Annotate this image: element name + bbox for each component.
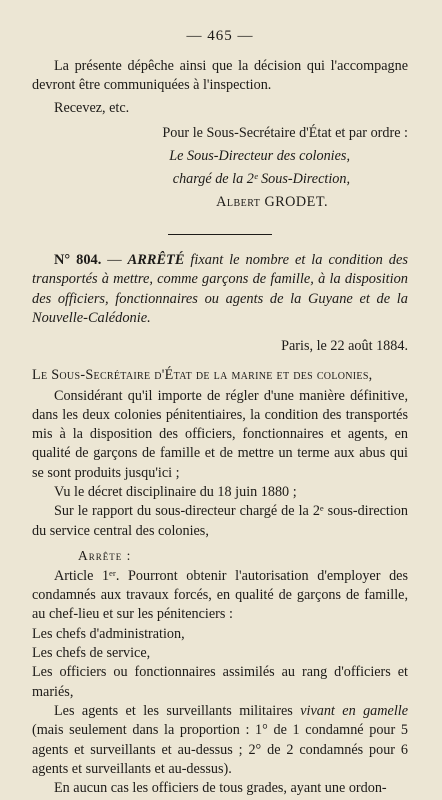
consideration-3: Sur le rapport du sous-directeur chargé de la 2ᵉ sous-direction du service central des colonies, (32, 503, 408, 539)
decree-dash: — (101, 251, 128, 268)
signature-line-3: chargé de la 2ᵉ Sous-Direction, (172, 170, 350, 187)
page-number: — 465 — (186, 28, 254, 44)
signature-name: Albert GRODET. (216, 193, 328, 210)
signature-line-1: Pour le Sous-Secrétaire d'État et par ordre : (162, 124, 408, 141)
minister-title: Le Sous-Secrétaire d'État de la marine et des colonies, (32, 366, 373, 383)
closing-formula: Recevez, etc. (54, 99, 130, 116)
intro-block (32, 57, 408, 118)
decree-heading (32, 251, 408, 329)
section-divider (168, 234, 272, 235)
agents-paragraph (32, 702, 408, 779)
agents-rest: (mais seulement dans la proportion : 1° de 1 condamné pour 5 agents et surveillants et au-dessus ; 2° de 2 condamnés pour 6 agents et surveillants et au-dessus). (32, 722, 408, 777)
arrete-label: Arrête : (78, 547, 132, 563)
beneficiary-item: Les chefs d'administration, (32, 625, 185, 642)
beneficiary-item: Les chefs de service, (32, 645, 151, 662)
beneficiary-item: Les officiers ou fonctionnaires assimilés au rang d'officiers et mariés, (32, 664, 408, 700)
last-line: En aucun cas les officiers de tous grades, ayant une ordon- (54, 780, 387, 797)
beneficiaries-list (32, 625, 408, 702)
decree-date: Paris, le 22 août 1884. (281, 337, 408, 354)
consideration-2: Vu le décret disciplinaire du 18 juin 1880 ; (54, 484, 297, 500)
signature-block (32, 122, 408, 214)
agents-emphasis: vivant en gamelle (300, 702, 408, 719)
decree-description: fixant le nombre et la condition des transportés à mettre, comme garçons de famille, à la disposition des officiers, fonctionnaires ou agents de la Guyane et de la Nouvelle-Calédonie. (32, 251, 408, 327)
article-1: Article 1ᵉʳ. Pourront obtenir l'autorisation d'employer des condamnés aux travaux forcés, en qualité de garçons de famille, au chef-lieu et sur les pénitenciers : (32, 567, 408, 623)
decree-number: N° 804. (54, 251, 102, 268)
signature-line-2: Le Sous-Directeur des colonies, (169, 147, 350, 164)
decree-act: ARRÊTÉ (127, 251, 185, 268)
intro-paragraph: La présente dépêche ainsi que la décision qui l'accompagne devront être communiquées à l'inspection. (32, 58, 408, 94)
agents-start: Les agents et les surveillants militaires (54, 702, 301, 719)
consideration-1: Considérant qu'il importe de régler d'une manière définitive, dans les deux colonies pénitentiaires, la condition des transportés mis à la disposition des officiers, fonctionnaires et agents, en qualité de garçons de famille et de mettre un terme aux abus qui se sont produits jusqu'ici ; (32, 387, 408, 481)
